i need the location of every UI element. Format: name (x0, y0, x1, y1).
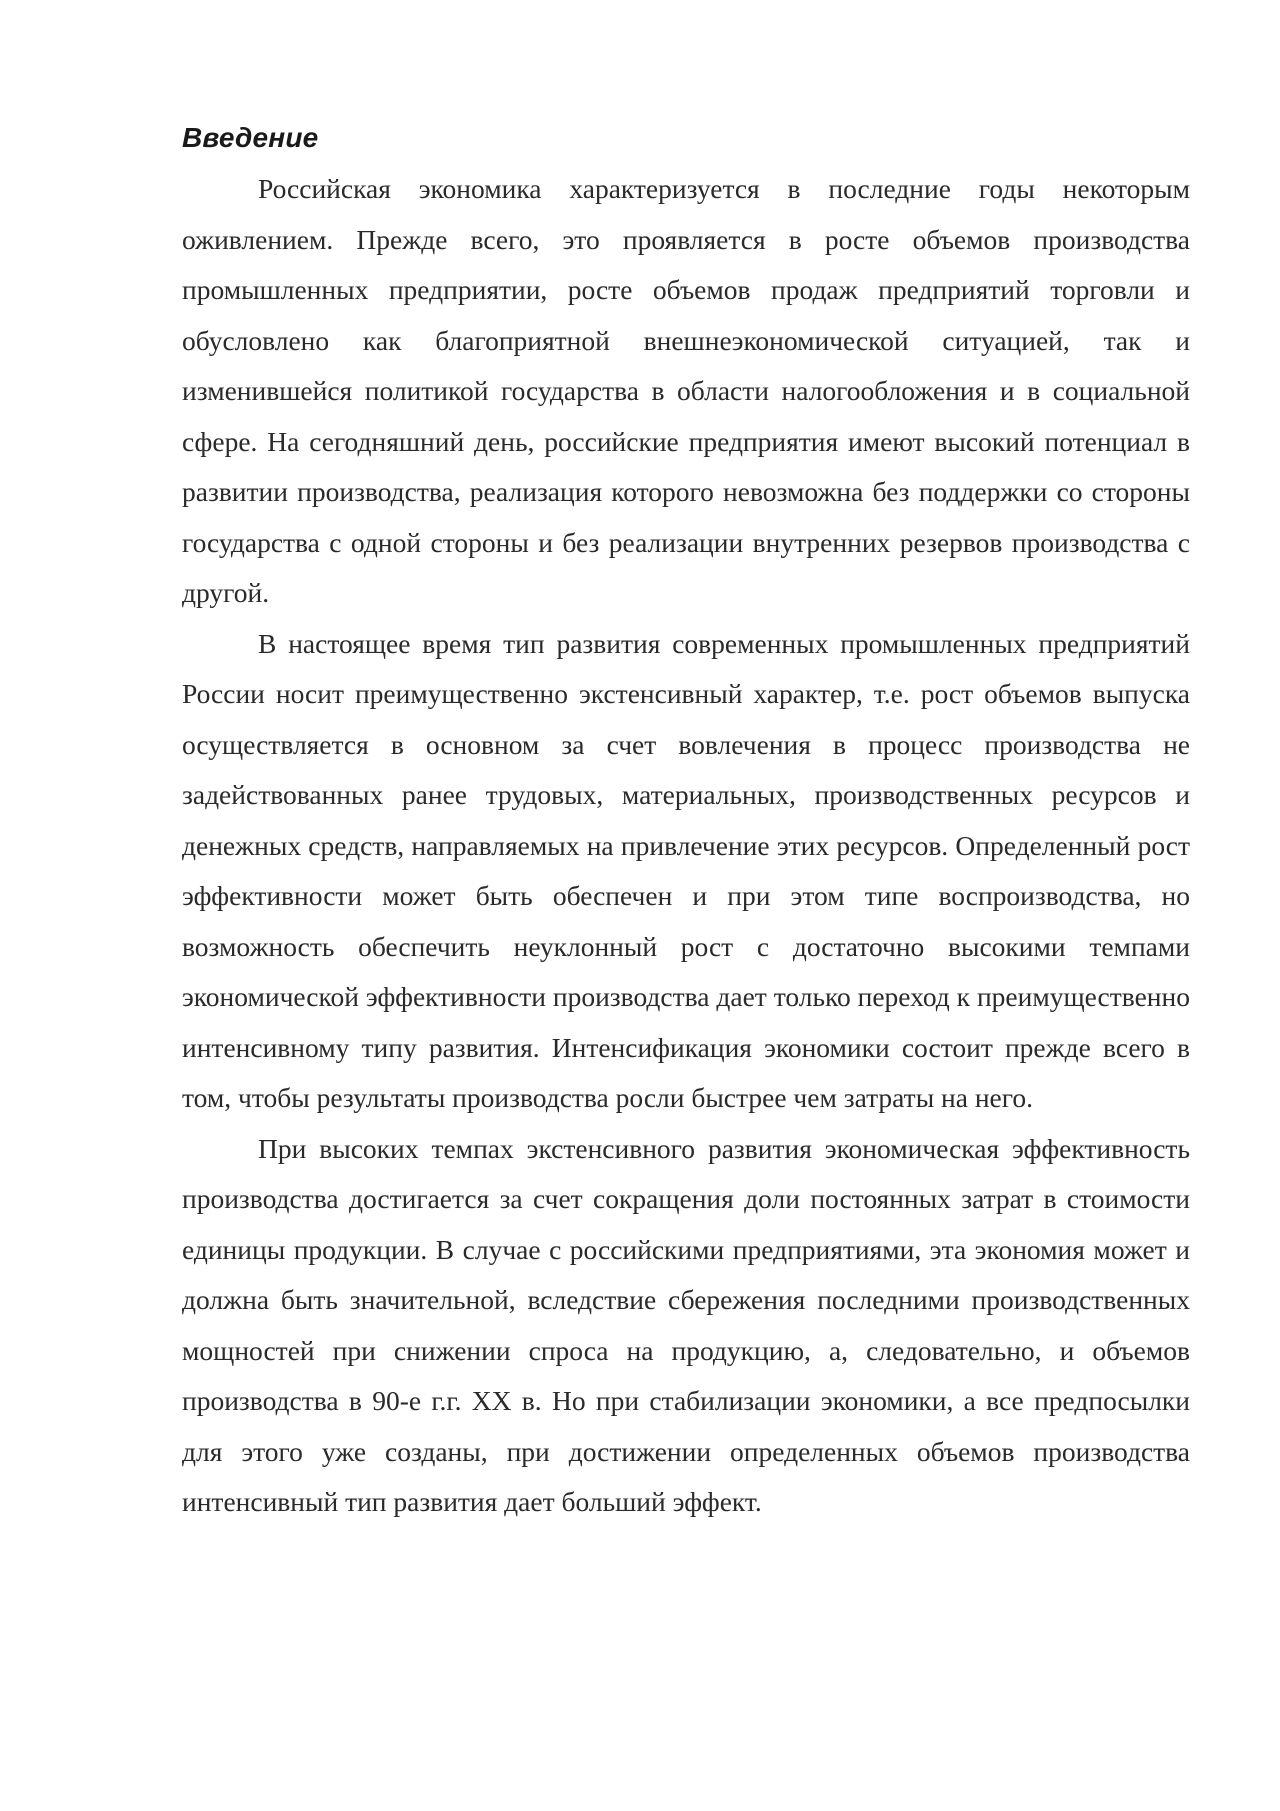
paragraph-3: При высоких темпах экстенсивного развития экономическая эффективность производства достигается за счет сокращения доли постоянных затрат в стоимости единицы продукции. В случае с российскими предприятиями, эта экономия может и должна быть значительной, вследствие сбережения последними производственных мощностей при снижении спроса на продукцию, а, следовательно, и объемов производства в 90-е г.г. XX в. Но при стабилизации экономики, а все предпосылки для этого уже созданы, при достижении определенных объемов производства интенсивный тип развития дает больший эффект. (182, 1132, 1190, 1517)
paragraph-1: Российская экономика характеризуется в последние годы некоторым оживлением. Прежде всего, это проявляется в росте объемов производства промышленных предприятии, росте объемов продаж предприятий торговли и обусловлено как благоприятной внешнеэкономической ситуацией, так и изменившейся политикой государства в области налогообложения и в социальной сфере. На сегодняшний день, российские предприятия имеют высокий потенциал в развитии производства, реализация которого невозможна без поддержки со стороны государства с одной стороны и без реализации внутренних резервов производства с другой. (182, 173, 1190, 608)
section-heading: Введение (182, 122, 319, 153)
document-body (182, 118, 1190, 1528)
paragraph-2: В настоящее время тип развития современных промышленных предприятий России носит преимущественно экстенсивный характер, т.е. рост объемов выпуска осуществляется в основном за счет вовлечения в процесс производства не задействованных ранее трудовых, материальных, производственных ресурсов и денежных средств, направляемых на привлечение этих ресурсов. Определенный рост эффективности может быть обеспечен и при этом типе воспроизводства, но возможность обеспечить неуклонный рост с достаточно высокими темпами экономической эффективности производства дает только переход к преимущественно интенсивному типу развития. Интенсификация экономики состоит прежде всего в том, чтобы результаты производства росли быстрее чем затраты на него. (182, 627, 1190, 1113)
